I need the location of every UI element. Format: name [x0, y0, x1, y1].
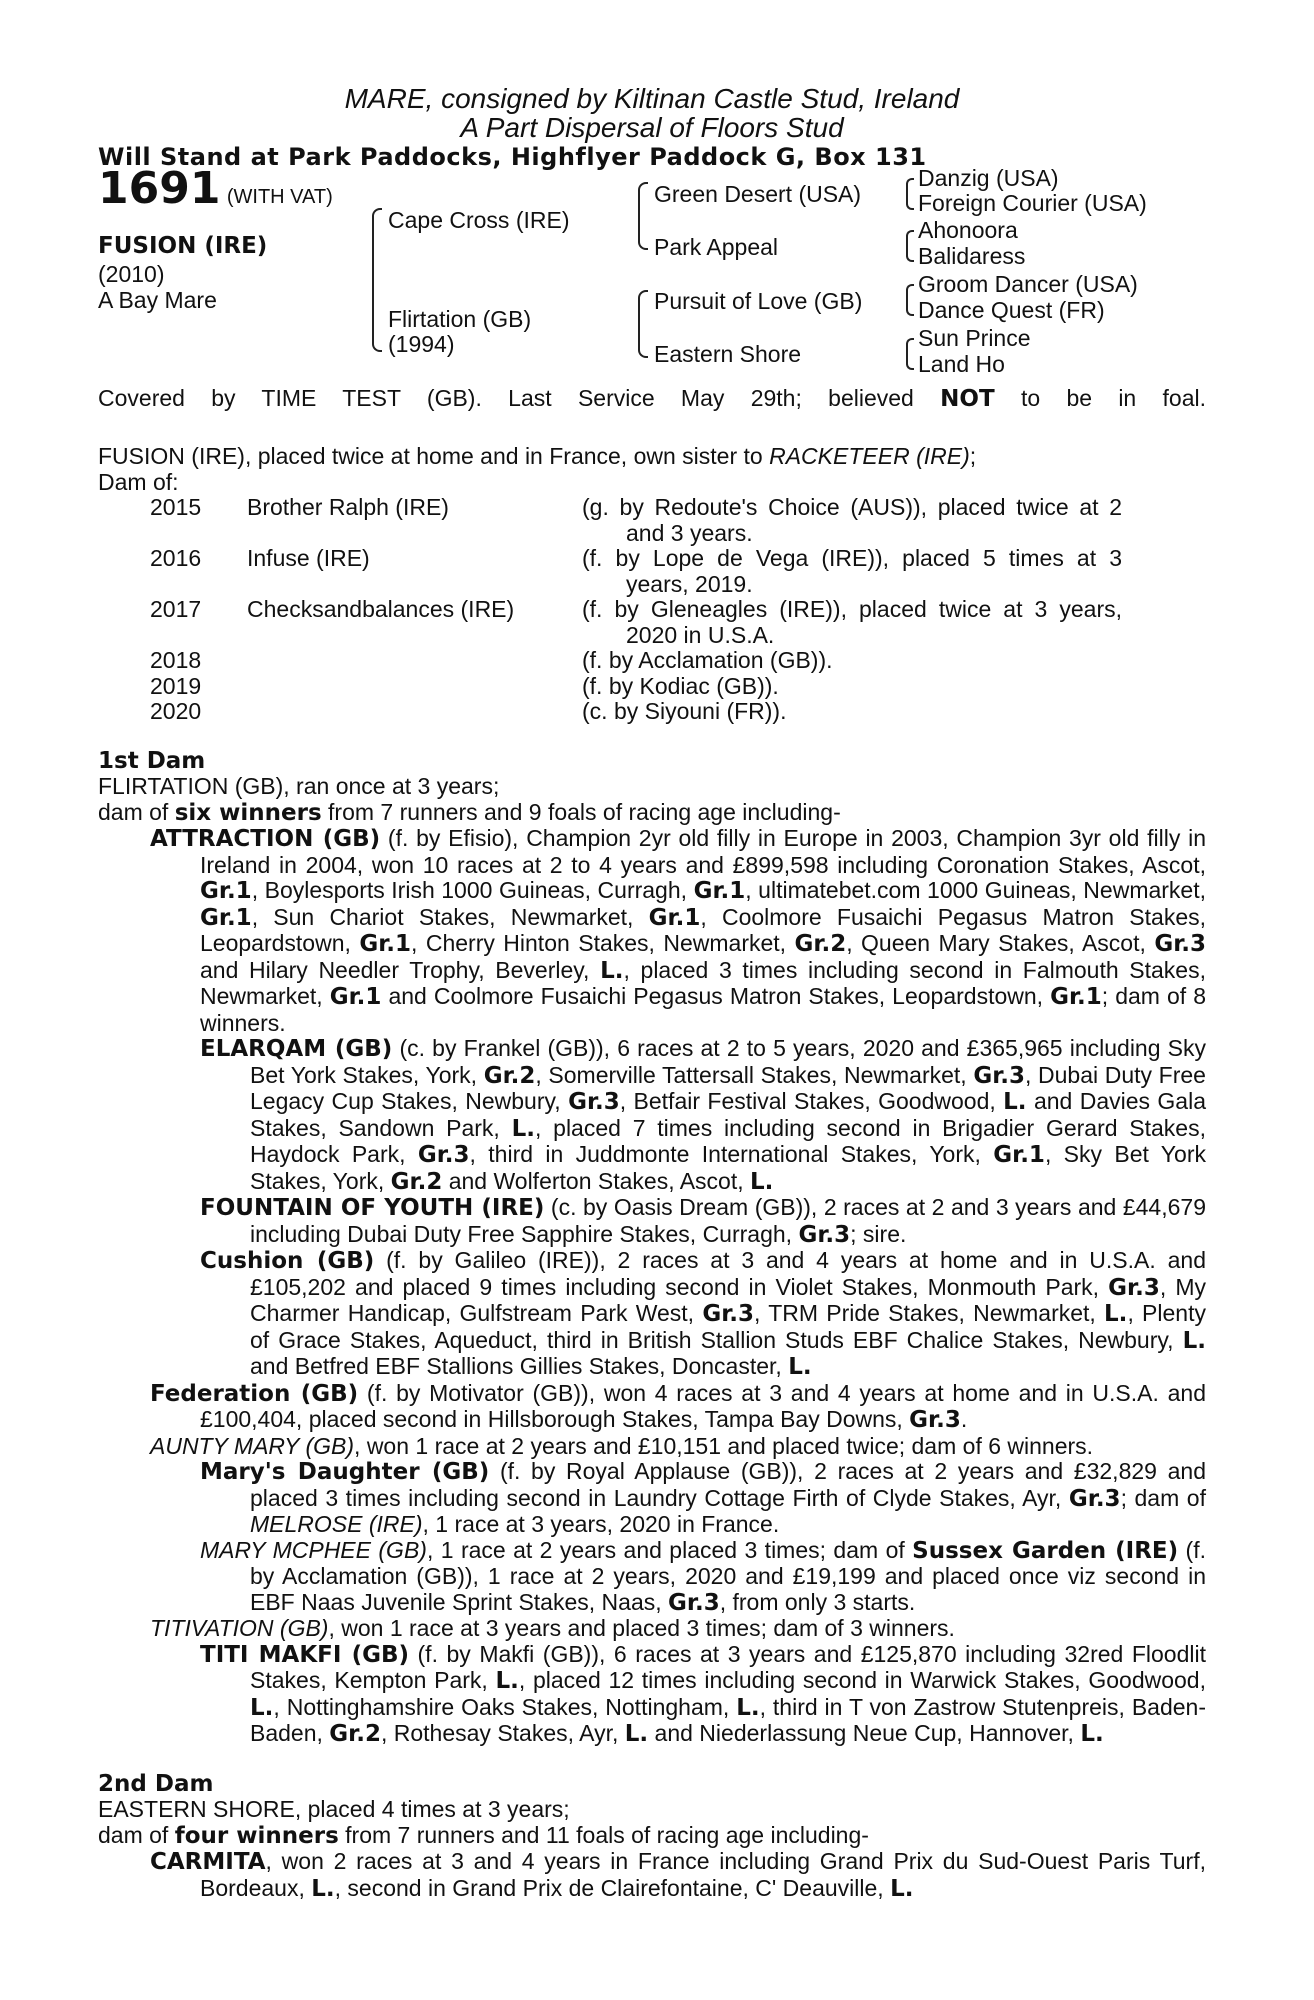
covered-text: Covered by TIME TEST (GB). Last Service May 29th; believed [98, 385, 914, 411]
race-grade: Gr.1 [200, 904, 252, 931]
second-dam-line2 [98, 1823, 1206, 1850]
race-grade: Gr.2 [483, 1062, 536, 1089]
runners-text: from 7 runners and 9 foals of racing age including- [328, 798, 841, 825]
race-grade: L. [311, 1875, 335, 1902]
titivation-entry [98, 1616, 1206, 1642]
race-grade: L. [1182, 1327, 1206, 1354]
elarqam-text [250, 1035, 1206, 1194]
produce-detail: (f. by Kodiac (GB)). [582, 672, 779, 699]
carmita-entry [98, 1849, 1206, 1902]
produce-row [98, 674, 1206, 700]
produce-name [247, 674, 582, 700]
melrose-name: MELROSE (IRE) [250, 1511, 423, 1537]
race-grade: Gr.1 [1050, 984, 1102, 1010]
produce-name [247, 648, 582, 674]
mcphee-name: MARY MCPHEE (GB) [200, 1536, 427, 1563]
race-text: , ultimatebet.com 1000 Guineas, Newmarket, [745, 877, 1207, 903]
race-text: (f. by Galileo (IRE)), 2 races at 3 and 4 years at home and in U.S.A. and £105,202 and placed 9 times including second in Violet Stakes, Monmouth Park, [250, 1247, 1206, 1300]
second-dam-section [98, 1772, 1206, 1903]
race-grade: L. [736, 1694, 760, 1721]
race-text: and Hilary Needler Trophy, Beverley, [200, 956, 601, 983]
dam: Flirtation (GB) [388, 306, 532, 332]
brace-dd [906, 338, 914, 370]
race-grade: L. [1104, 1301, 1128, 1327]
race-text: , Queen Mary Stakes, Ascot, [846, 930, 1155, 956]
race-grade: Gr.3 [909, 1407, 961, 1433]
race-text: (c. by Oasis Dream (GB)), 2 races at 2 and 3 years and £44,679 including Dubai Duty Free Sapphire Stakes, Curragh, [250, 1194, 1206, 1247]
dam-sire-dam: Dance Quest (FR) [918, 297, 1105, 323]
first-dam-heading: 1st Dam [98, 747, 206, 774]
titivation-name: TITIVATION (GB) [150, 1615, 329, 1641]
race-text: , Betfair Festival Stakes, Goodwood, [619, 1088, 1004, 1114]
produce-detail: (f. by Acclamation (GB)). [582, 647, 833, 673]
race-text: , Dubai Duty Free Legacy Cup Stakes, Newbury, [250, 1061, 1206, 1114]
race-grade: Gr.1 [993, 1142, 1045, 1168]
horse-description: A Bay Mare [98, 287, 217, 313]
race-text: ; dam of [1120, 1484, 1206, 1511]
dam-sire: Pursuit of Love (GB) [654, 288, 863, 314]
dispersal-line: A Part Dispersal of Floors Stud [460, 112, 844, 143]
race-grade: L. [1080, 1721, 1104, 1747]
race-text: , Sky Bet York Stakes, York, [250, 1141, 1206, 1194]
attraction-name: ATTRACTION (GB) [150, 826, 381, 852]
race-text: , Coolmore Fusaichi Pegasus Matron Stakes, Leopardstown, [200, 903, 1207, 956]
sire-dam: Park Appeal [654, 234, 779, 260]
produce-year: 2015 [150, 494, 202, 520]
dam-of-label: Dam of: [98, 468, 179, 495]
produce-name: Infuse (IRE) [247, 545, 370, 571]
race-text: (f. by Makfi (GB)), 6 races at 3 years and £125,870 including 32red Floodlit Stakes, Kempton Park, [250, 1640, 1206, 1693]
sire-dam-sire: Ahonoora [918, 217, 1018, 243]
race-text: , third in Juddmonte International Stakes, York, [469, 1141, 994, 1167]
race-grade: L. [624, 1721, 649, 1747]
race-text: , won 2 races at 3 and 4 years in France including Grand Prix du Sud-Ouest Paris Turf, Bordeaux, [200, 1848, 1206, 1901]
lot-number: 1691 [98, 163, 221, 214]
race-text: , placed 3 times including second in Falmouth Stakes, Newmarket, [200, 956, 1206, 1009]
race-grade: Gr.3 [1154, 931, 1207, 957]
race-grade: Gr.3 [973, 1062, 1025, 1089]
first-dam-line1: FLIRTATION (GB), ran once at 3 years; [98, 773, 500, 799]
race-grade: Gr.3 [1108, 1274, 1160, 1301]
race-text: , placed 12 times including second in Warwick Stakes, Goodwood, [518, 1667, 1206, 1693]
race-text: , placed 7 times including second in Brigadier Gerard Stakes, Haydock Park, [250, 1114, 1206, 1167]
produce-name: Checksandbalances (IRE) [247, 596, 515, 622]
vat-label: (WITH VAT) [226, 186, 333, 208]
produce-row [98, 495, 1206, 546]
brace-dam-parents [638, 290, 648, 358]
race-text: , Plenty of Grace Stakes, Aqueduct, third in British Stallion Studs EBF Chalice Stakes, Newbury, [250, 1300, 1206, 1353]
produce-row [98, 699, 1206, 725]
produce-year: 2018 [150, 647, 202, 673]
race-grade: L. [495, 1668, 519, 1694]
race-text: and Davies Gala Stakes, Sandown Park, [250, 1088, 1206, 1141]
race-text: and Wolferton Stakes, Ascot, [442, 1167, 751, 1194]
race-grade: Gr.1 [693, 878, 746, 904]
fusion-end: ; [969, 443, 977, 469]
race-grade: L. [511, 1115, 535, 1142]
brace-sire-parents [638, 182, 648, 250]
race-text: , TRM Pride Stakes, Newmarket, [754, 1300, 1105, 1326]
produce-name [247, 699, 582, 725]
brace-sire-dam [372, 208, 382, 352]
titi-entry [98, 1642, 1206, 1748]
race-text: (f. by Royal Applause (GB)), 2 races at 2 years and £32,829 and placed 3 times including second in Laundry Cottage Firth of Clyde Stakes, Ayr, [250, 1458, 1206, 1511]
race-grade: L. [600, 957, 624, 984]
produce-year: 2020 [150, 698, 202, 724]
federation-name: Federation (GB) [150, 1380, 359, 1407]
race-grade: Gr.1 [329, 984, 382, 1010]
race-text: and Betfred EBF Stallions Gillies Stakes, Doncaster, [250, 1353, 789, 1379]
dam-sire-sire: Groom Dancer (USA) [918, 271, 1138, 297]
titi-name: TITI MAKFI (GB) [200, 1641, 409, 1668]
race-text: , Boylesports Irish 1000 Guineas, Curragh, [251, 877, 694, 903]
first-dam-section [98, 749, 1206, 1748]
consignor-line: MARE, consigned by Kiltinan Castle Stud, Ireland [344, 83, 960, 114]
second-dam-line1: EASTERN SHORE, placed 4 times at 3 years; [98, 1796, 570, 1822]
race-text: (f. by Efisio), Champion 2yr old filly in Europe in 2003, Champion 3yr old filly in Ireland in 2004, won 10 races at 2 to 4 years and £899,598 including Coronation Stakes, Ascot, [200, 825, 1206, 878]
elarqam-name: ELARQAM (GB) [200, 1036, 393, 1062]
foaling-year: (2010) [98, 261, 165, 287]
brace-sd [906, 230, 914, 262]
melrose-text: , 1 race at 3 years, 2020 in France. [422, 1511, 780, 1537]
sire-sire-dam: Foreign Courier (USA) [918, 190, 1147, 216]
race-grade: L. [250, 1694, 274, 1721]
produce-year: 2016 [150, 545, 202, 571]
produce-detail: (f. by Gleneagles (IRE)), placed twice at 3 years, 2020 in U.S.A. [582, 596, 1122, 648]
race-text: (f. by Motivator (GB)), won 4 races at 3 and 4 years at home and in U.S.A. and £100,404, placed second in Hillsborough Stakes, Tampa Bay Downs, [200, 1379, 1206, 1432]
race-grade: Gr.1 [648, 904, 701, 931]
produce-name: Brother Ralph (IRE) [247, 494, 449, 520]
carmita-text [200, 1848, 1206, 1901]
dam-of-text: dam of [98, 798, 169, 825]
lot-heading [98, 163, 333, 214]
race-grade: L. [788, 1354, 812, 1380]
cushion-entry [98, 1248, 1206, 1381]
dam-year: (1994) [388, 331, 455, 357]
race-text: . [960, 1406, 968, 1432]
race-grade: Gr.3 [668, 1589, 720, 1616]
race-text: and Coolmore Fusaichi Pegasus Matron Stakes, Leopardstown, [381, 983, 1051, 1009]
race-text: , Rothesay Stakes, Ayr, [380, 1720, 625, 1746]
race-text: , Somerville Tattersall Stakes, Newmarket, [535, 1061, 974, 1088]
race-text: , third in T von Zastrow Stutenpreis, Baden-Baden, [250, 1693, 1206, 1746]
produce-detail: (f. by Lope de Vega (IRE)), placed 5 times at 3 years, 2019. [582, 545, 1122, 597]
catalogue-page [98, 84, 1206, 1902]
race-text: , My Charmer Handicap, Gulfstream Park West, [250, 1273, 1206, 1326]
produce-year: 2019 [150, 672, 202, 699]
race-grade: Gr.3 [417, 1142, 470, 1168]
marys-entry [98, 1459, 1206, 1538]
race-grade: L. [890, 1875, 914, 1902]
sire-sire-sire: Danzig (USA) [918, 165, 1059, 191]
race-text: , Cherry Hinton Stakes, Newmarket, [411, 930, 795, 956]
fountain-entry [98, 1195, 1206, 1248]
sire-dam-dam: Balidaress [918, 243, 1026, 269]
brace-ds [906, 284, 914, 316]
cushion-text [250, 1247, 1206, 1379]
race-grade: Gr.3 [798, 1221, 851, 1248]
mcphee-entry [98, 1538, 1206, 1617]
carmita-name: CARMITA [150, 1849, 266, 1875]
race-grade: Gr.2 [390, 1168, 443, 1195]
produce-year: 2017 [150, 596, 202, 622]
winners-count-2: four winners [174, 1822, 339, 1849]
race-text: (c. by Frankel (GB)), 6 races at 2 to 5 years, 2020 and £365,965 including Sky Bet York Stakes, York, [250, 1035, 1207, 1088]
not-flag: NOT [940, 386, 995, 412]
mcphee-text: , 1 race at 2 years and placed 3 times; dam of [426, 1536, 913, 1563]
brace-ss [906, 178, 914, 210]
aunty-text: , won 1 race at 2 years and £10,151 and placed twice; dam of 6 winners. [354, 1432, 1094, 1459]
race-grade: L. [750, 1168, 774, 1195]
cushion-name: Cushion (GB) [200, 1248, 375, 1274]
race-grade: L. [1003, 1089, 1027, 1115]
fusion-summary [98, 444, 1206, 495]
sire-sire: Green Desert (USA) [654, 181, 862, 207]
winners-count: six winners [174, 799, 322, 826]
titivation-text: , won 1 race at 3 years and placed 3 times; dam of 3 winners. [328, 1615, 955, 1641]
covered-line [98, 386, 1206, 413]
race-text: (f. by Acclamation (GB)), 1 race at 2 years, 2020 and £19,199 and placed once viz second in EBF Naas Juvenile Sprint Stakes, Naas, [250, 1536, 1207, 1615]
fountain-name: FOUNTAIN OF YOUTH (IRE) [200, 1195, 545, 1221]
horse-name: FUSION (IRE) [98, 233, 268, 259]
produce-detail: (c. by Siyouni (FR)). [582, 698, 787, 724]
produce-detail: (g. by Redoute's Choice (AUS)), placed twice at 2 and 3 years. [582, 494, 1122, 546]
race-grade: Gr.3 [568, 1089, 620, 1115]
race-text: , Nottinghamshire Oaks Stakes, Nottingham, [273, 1693, 737, 1720]
attraction-text [200, 825, 1206, 1036]
dam-dam: Eastern Shore [654, 341, 802, 367]
pedigree-block [98, 163, 1207, 418]
produce-row [98, 648, 1206, 674]
race-text: and Niederlassung Neue Cup, Hannover, [648, 1720, 1081, 1746]
race-grade: Gr.2 [329, 1721, 381, 1747]
race-text: ; sire. [850, 1220, 907, 1247]
dam-dam-dam: Land Ho [918, 351, 1005, 377]
aunty-name: AUNTY MARY (GB) [150, 1432, 355, 1459]
race-grade: Gr.1 [359, 931, 412, 957]
produce-row [98, 546, 1206, 597]
runners-text-2: from 7 runners and 11 foals of racing age including- [345, 1821, 869, 1848]
produce-list [98, 495, 1206, 725]
fusion-text: FUSION (IRE), placed twice at home and in France, own sister to [98, 443, 763, 469]
marys-name: Mary's Daughter (GB) [200, 1459, 490, 1485]
race-text: , from only 3 starts. [719, 1588, 916, 1615]
sussex-name: Sussex Garden (IRE) [912, 1537, 1179, 1564]
dam-of-text-2: dam of [98, 1821, 169, 1848]
produce-row [98, 597, 1206, 648]
elarqam-entry [98, 1036, 1206, 1195]
race-grade: Gr.3 [1068, 1485, 1121, 1512]
race-grade: Gr.1 [200, 878, 252, 904]
stand-location: Will Stand at Park Paddocks, Highflyer Paddock G, Box 131 [98, 143, 927, 171]
race-text: , Sun Chariot Stakes, Newmarket, [251, 903, 649, 930]
aunty-entry [98, 1434, 1206, 1460]
race-grade: Gr.2 [794, 931, 847, 957]
race-grade: Gr.3 [702, 1301, 754, 1327]
sire: Cape Cross (IRE) [388, 207, 570, 233]
race-text: ; dam of 8 winners. [200, 983, 1206, 1036]
dam-dam-sire: Sun Prince [918, 325, 1031, 351]
covered-text-end: to be in foal. [1020, 385, 1207, 411]
second-dam-heading: 2nd Dam [98, 1770, 214, 1797]
race-text: , second in Grand Prix de Clairefontaine, C' Deauville, [334, 1874, 891, 1901]
attraction-entry [98, 826, 1206, 1036]
federation-entry [98, 1381, 1206, 1434]
sister-name: RACKETEER (IRE) [769, 443, 970, 469]
first-dam-line2 [98, 800, 1206, 827]
